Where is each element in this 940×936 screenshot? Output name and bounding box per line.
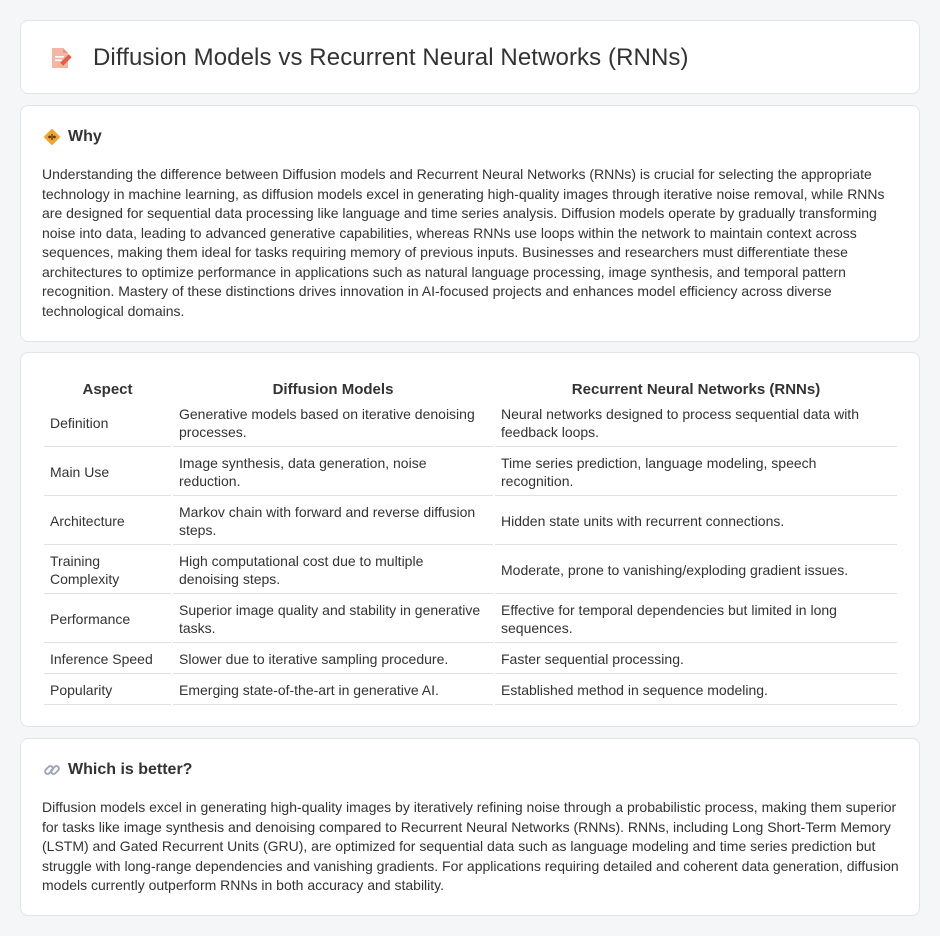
aspect-cell: Definition: [44, 400, 171, 447]
header-diffusion: Diffusion Models: [272, 381, 394, 398]
comparison-section: [20, 352, 920, 727]
rnn-cell: Established method in sequence modeling.: [495, 676, 897, 705]
table-row: [44, 498, 897, 545]
header-rnn: Recurrent Neural Networks (RNNs): [571, 381, 821, 398]
diffusion-cell: Emerging state-of-the-art in generative AI.: [173, 676, 493, 705]
aspect-cell: Main Use: [44, 449, 171, 496]
page-title: Diffusion Models vs Recurrent Neural Networks (RNNs): [93, 44, 689, 71]
table-row: [44, 676, 897, 705]
header-aspect: Aspect: [82, 381, 133, 398]
why-section: [20, 105, 920, 342]
table-row: [44, 645, 897, 674]
table-row: [44, 547, 897, 594]
aspect-cell: Training Complexity: [44, 547, 171, 594]
why-heading: [43, 128, 102, 146]
aspect-cell: Performance: [44, 596, 171, 643]
rnn-cell: Moderate, prone to vanishing/exploding gradient issues.: [495, 547, 897, 594]
document-pencil-icon: [47, 45, 73, 71]
rnn-cell: Hidden state units with recurrent connections.: [495, 498, 897, 545]
aspect-cell: Popularity: [44, 676, 171, 705]
aspect-cell: Architecture: [44, 498, 171, 545]
rnn-cell: Neural networks designed to process sequential data with feedback loops.: [495, 400, 897, 447]
diffusion-cell: Slower due to iterative sampling procedure.: [173, 645, 493, 674]
why-title: Why: [68, 128, 102, 145]
rnn-cell: Faster sequential processing.: [495, 645, 897, 674]
diamond-sign-icon: [43, 128, 61, 146]
rnn-cell: Time series prediction, language modeling, speech recognition.: [495, 449, 897, 496]
aspect-cell: Inference Speed: [44, 645, 171, 674]
table-row: [44, 596, 897, 643]
which-better-title: Which is better?: [68, 761, 193, 778]
rnn-cell: Effective for temporal dependencies but limited in long sequences.: [495, 596, 897, 643]
diffusion-cell: Generative models based on iterative denoising processes.: [173, 400, 493, 447]
diffusion-cell: Superior image quality and stability in generative tasks.: [173, 596, 493, 643]
why-text: Understanding the difference between Diffusion models and Recurrent Neural Networks (RNNs) is crucial for selecting the appropriate technology in machine learning, as diffusion models excel in generating high-quality images through iterative noise removal, while RNNs are designed for sequential data processing like language and time series analysis. Diffusion models operate by gradually transforming noise into data, leading to advanced generative capabilities, whereas RNNs use loops within the network to maintain context across sequences, making them ideal for tasks requiring memory of previous inputs. Businesses and researchers must differentiate these architectures to optimize performance in applications such as natural language processing, image synthesis, and temporal pattern recognition. Mastery of these distinctions drives innovation in AI-focused projects and enhances model efficiency across diverse technological domains.: [42, 166, 885, 319]
table-header-row: [44, 376, 897, 398]
which-better-section: [20, 738, 920, 916]
which-better-heading: [43, 761, 192, 779]
diffusion-cell: Markov chain with forward and reverse diffusion steps.: [173, 498, 493, 545]
header-card: [20, 20, 920, 94]
table-row: [44, 449, 897, 496]
diffusion-cell: High computational cost due to multiple denoising steps.: [173, 547, 493, 594]
diffusion-cell: Image synthesis, data generation, noise reduction.: [173, 449, 493, 496]
table-row: [44, 400, 897, 447]
which-better-text: Diffusion models excel in generating high-quality images by iteratively refining noise through a probabilistic process, making them superior for tasks like image synthesis and denoising compared to Recurrent Neural Networks (RNNs). RNNs, including Long Short-Term Memory (LSTM) and Gated Recurrent Units (GRU), are optimized for sequential data such as language modeling and time series prediction but struggle with long-range dependencies and vanishing gradients. For applications requiring detailed and coherent data generation, diffusion models currently outperform RNNs in both accuracy and stability.: [42, 799, 899, 893]
comparison-table: [42, 374, 899, 707]
link-icon: [43, 761, 61, 779]
